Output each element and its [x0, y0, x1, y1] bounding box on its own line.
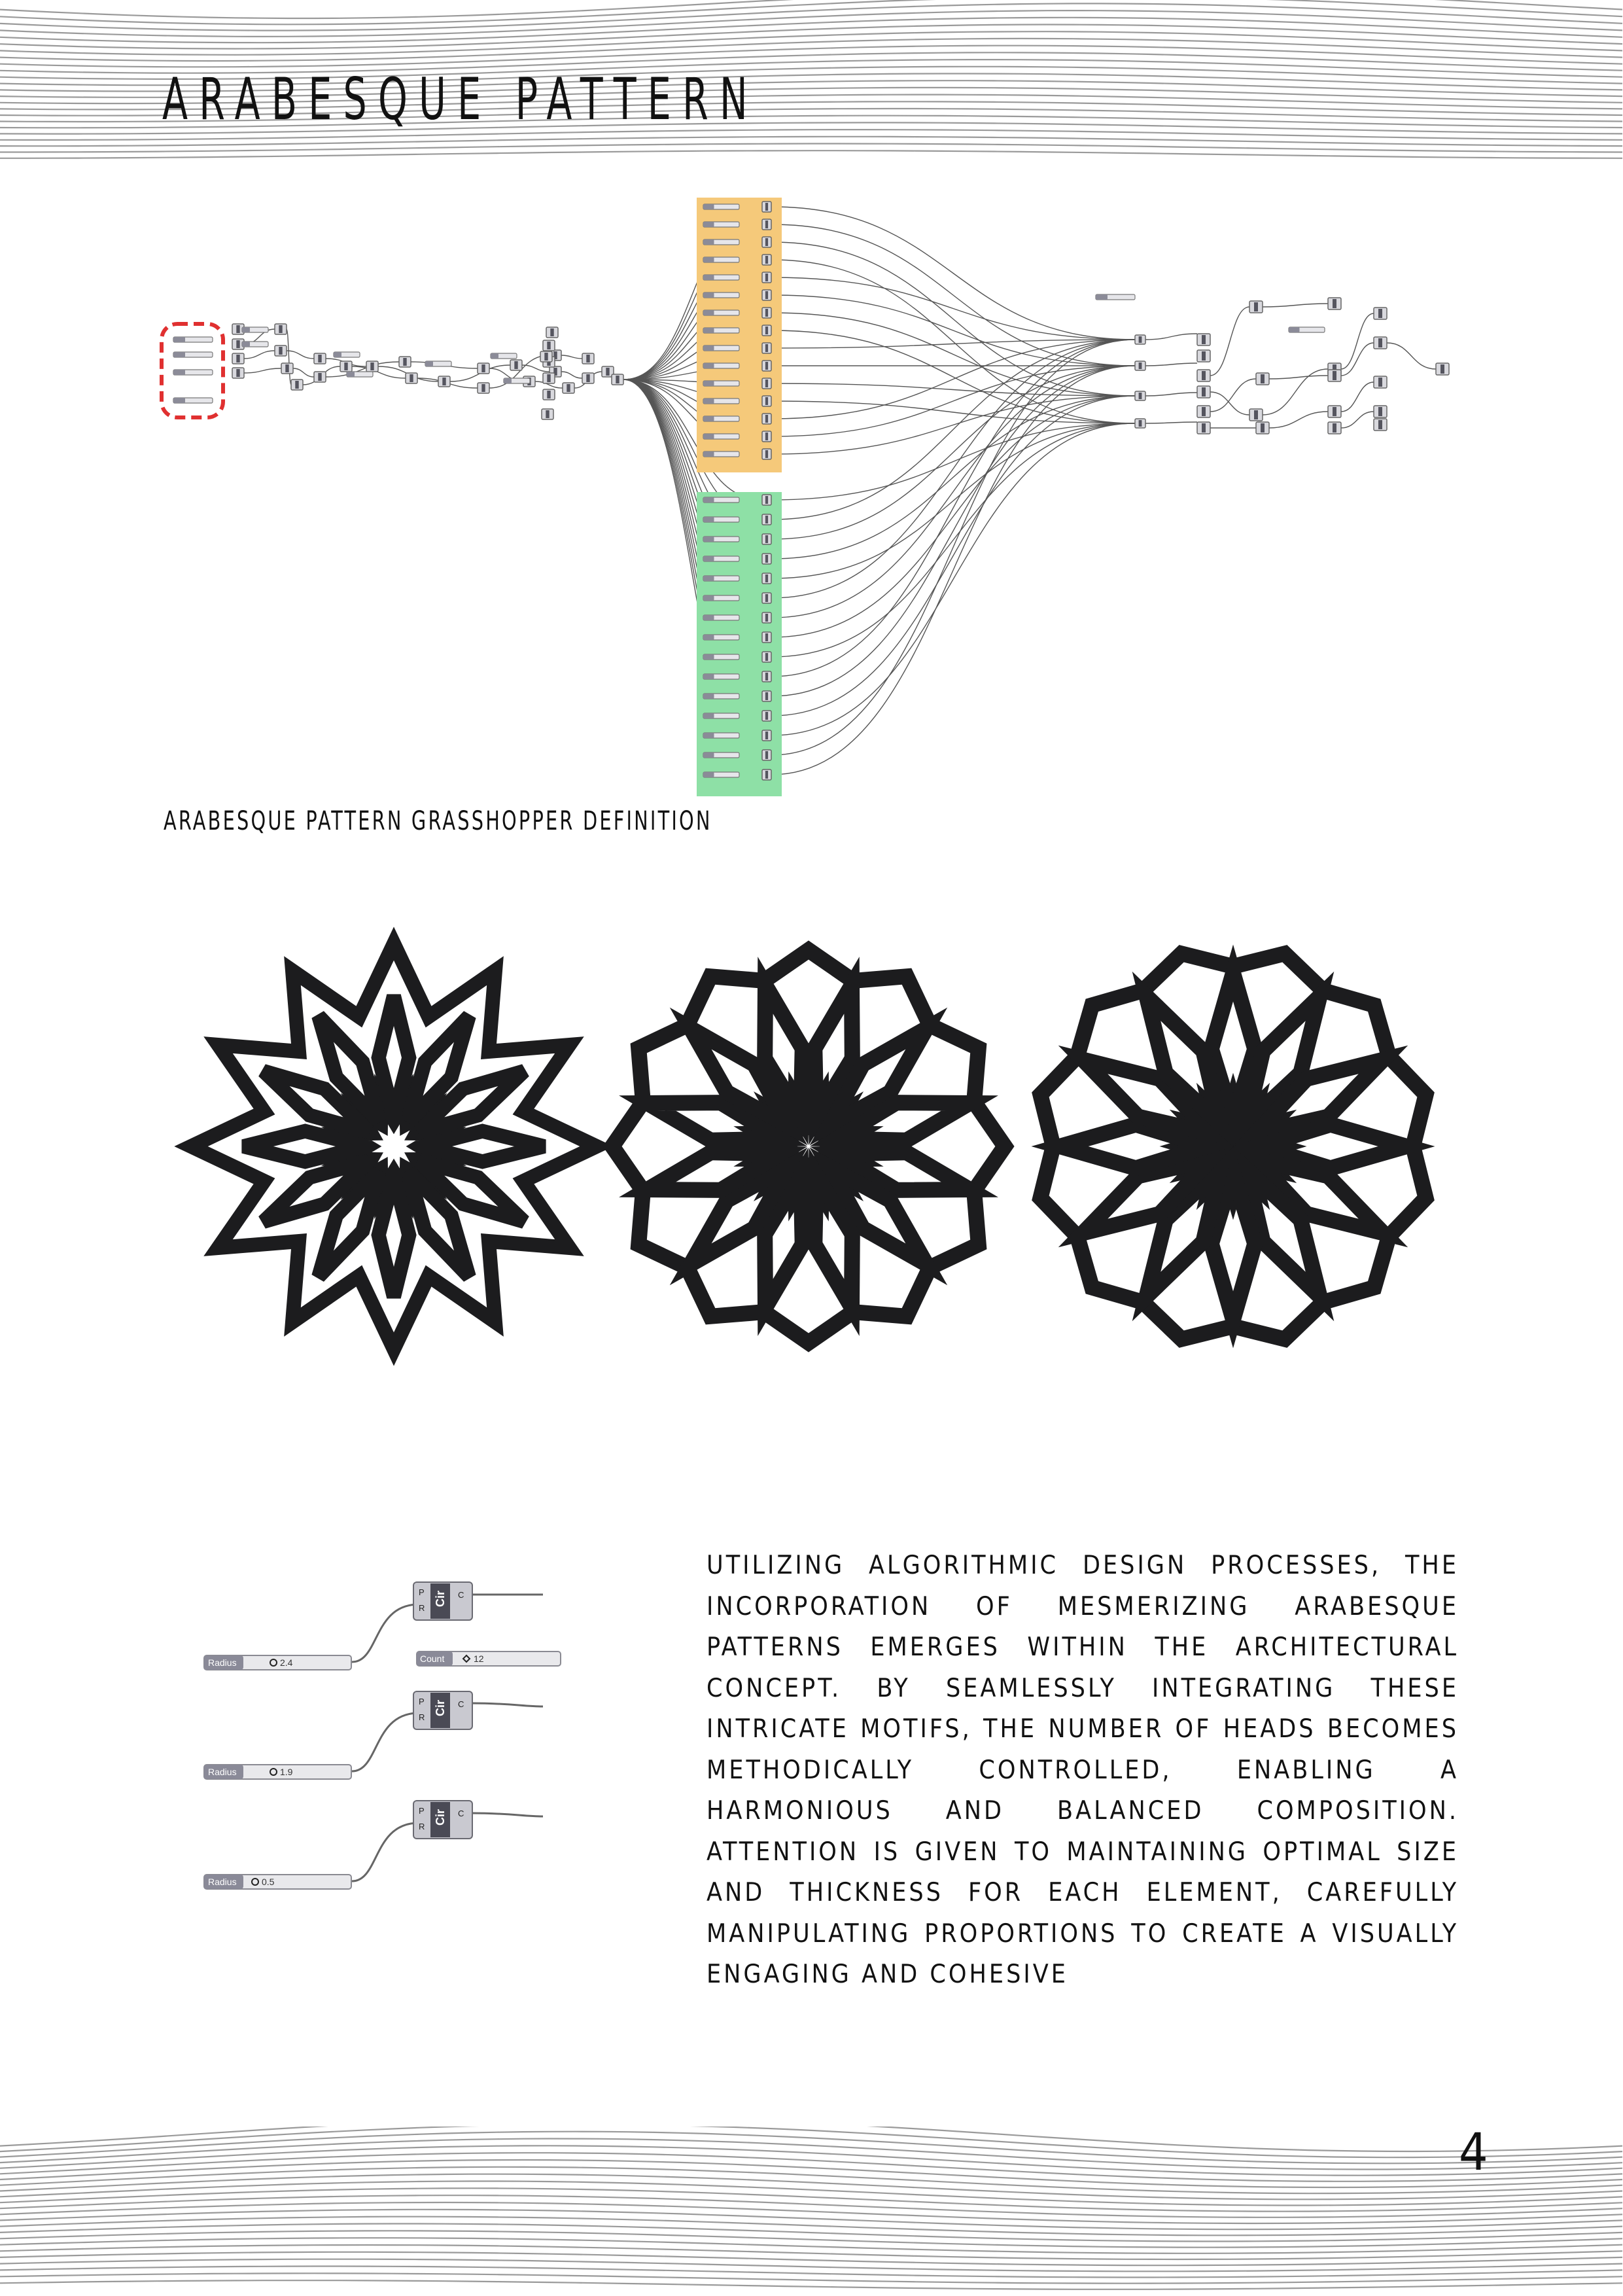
definition-wire: [1145, 363, 1197, 366]
definition-wire: [244, 351, 275, 359]
left-node-24-body: [586, 374, 589, 382]
definition-wire: [771, 396, 1135, 716]
wire-out-3: [471, 1813, 543, 1816]
right-node-10-body: [1261, 423, 1265, 433]
merge-node-7-body: [544, 353, 548, 361]
right-node-7-body: [1254, 302, 1258, 311]
input-slider-2-tab: [173, 352, 185, 357]
left-node-11-body: [344, 362, 347, 370]
radius-slider-1[interactable]: [204, 1655, 351, 1670]
green-row-9-slider-tab: [703, 654, 714, 660]
wire-out-2: [471, 1703, 543, 1706]
circle-output-c: C: [458, 1590, 464, 1600]
right-node-9-body: [1261, 374, 1265, 383]
orange-row-5-slider-tab: [703, 275, 714, 280]
definition-wire: [771, 295, 1135, 366]
count-slider[interactable]: [417, 1651, 561, 1666]
definition-wire: [293, 368, 314, 377]
orange-row-1-slider-tab: [703, 204, 714, 209]
orange-row-9-node-body: [765, 344, 768, 352]
circle-input-r: R: [419, 1603, 425, 1613]
definition-wire: [771, 260, 1135, 423]
left-slider-6-tab: [491, 353, 498, 359]
radius-slider-3[interactable]: [204, 1875, 351, 1889]
bottom-wave-line: [0, 2202, 1622, 2223]
radius-slider-2-value: 1.9: [280, 1767, 293, 1777]
grasshopper-definition-diagram: [150, 190, 1472, 805]
left-node-23-body: [586, 355, 589, 362]
definition-wire: [771, 423, 1135, 657]
right-input-node-1-body: [1139, 336, 1142, 343]
circle-input-p: P: [419, 1697, 425, 1706]
count-slider-label: Count: [420, 1653, 445, 1664]
left-slider-4-tab: [347, 372, 355, 377]
right-node-19-body: [1378, 407, 1382, 416]
green-row-3-node-body: [765, 535, 768, 543]
bottom-wave-line: [0, 2252, 1622, 2265]
radius-slider-3-value: 0.5: [262, 1877, 275, 1887]
merge-node-body: [547, 342, 550, 349]
right-node-11-body: [1333, 299, 1336, 308]
wire-radius-2: [352, 1713, 419, 1771]
top-wave-line: [0, 150, 1622, 158]
green-row-1-node-body: [765, 496, 768, 504]
right-node-4-body: [1202, 387, 1206, 397]
bottom-wave-line: [0, 2188, 1622, 2211]
green-row-4-node-body: [765, 555, 768, 563]
orange-row-5-node-body: [765, 274, 768, 281]
orange-row-14-node-body: [765, 433, 768, 440]
motif-star-sharp-petals: [243, 996, 544, 1297]
circle-output-c: C: [458, 1699, 464, 1709]
right-node-8-body: [1254, 410, 1258, 419]
orange-row-2-node-body: [765, 221, 768, 228]
definition-wire: [1210, 392, 1249, 415]
left-node-15-body: [442, 378, 445, 385]
green-row-5-slider-tab: [703, 576, 714, 581]
right-slider-2-tab: [1289, 327, 1300, 332]
orange-row-11-node-body: [765, 380, 768, 387]
circle-component-name: Cir: [434, 1699, 447, 1716]
output-hub-node-body: [616, 376, 619, 383]
left-node-18-body: [514, 361, 517, 369]
green-row-11-slider-tab: [703, 694, 714, 699]
merge-node-6-body: [546, 410, 549, 418]
motif-rosette-round: [1040, 953, 1425, 1339]
left-slider-5-tab: [425, 361, 433, 366]
radius-slider-2[interactable]: [204, 1765, 351, 1779]
green-row-15-node-body: [765, 771, 768, 779]
definition-wire: [1210, 307, 1249, 376]
green-row-5-node-body: [765, 574, 768, 582]
right-node-2-body: [1202, 351, 1206, 361]
left-node-5-body: [279, 325, 282, 333]
orange-row-13-slider-tab: [703, 416, 714, 421]
green-row-6-slider-tab: [703, 595, 714, 601]
merge-node-4-body: [547, 391, 550, 398]
right-node-15-body: [1333, 423, 1336, 433]
input-slider-1-tab: [173, 337, 185, 342]
green-row-2-node-body: [765, 516, 768, 523]
left-slider-1-tab: [242, 327, 250, 332]
left-node-16-body: [481, 364, 485, 372]
radius-slider-snippet: [196, 1557, 563, 1898]
definition-wire: [771, 423, 1135, 735]
definition-wire: [771, 366, 1135, 696]
bottom-wave-line: [0, 2259, 1622, 2272]
right-node-14-body: [1333, 407, 1336, 416]
definition-nodes: [173, 202, 1449, 780]
definition-wire: [1387, 343, 1436, 369]
circle-component-2[interactable]: [413, 1691, 472, 1729]
orange-row-10-node-body: [765, 362, 768, 370]
definition-wire: [771, 423, 1135, 500]
definition-wire: [561, 372, 582, 378]
left-node-8-body: [295, 381, 298, 389]
orange-row-12-node-body: [765, 397, 768, 405]
green-row-6-node-body: [765, 594, 768, 602]
input-slider-4-tab: [173, 398, 185, 403]
definition-wire: [771, 340, 1135, 348]
right-input-node-4-body: [1139, 420, 1142, 427]
definition-wire: [771, 207, 1135, 340]
orange-row-8-slider-tab: [703, 328, 714, 333]
definition-wire: [287, 351, 314, 359]
green-row-9-node-body: [765, 653, 768, 661]
motif-rosette-round-petals: [1060, 973, 1406, 1320]
definition-wire: [771, 396, 1135, 637]
circle-component-name: Cir: [434, 1590, 447, 1607]
green-row-10-slider-tab: [703, 674, 714, 679]
radius-slider-2-label: Radius: [208, 1767, 237, 1777]
orange-row-7-slider-tab: [703, 310, 714, 315]
page-title: ARABESQUE PATTERN: [162, 65, 759, 133]
orange-row-4-slider-tab: [703, 257, 714, 262]
right-node-1-body: [1202, 335, 1206, 344]
wire-radius-3: [352, 1823, 419, 1881]
definition-wire: [771, 340, 1135, 598]
left-node-2-body: [236, 340, 239, 348]
motif-rosette-medium-petals: [648, 985, 970, 1308]
radius-slider-1-label: Radius: [208, 1657, 237, 1668]
bottom-wave-line: [0, 2267, 1622, 2278]
definition-wire: [771, 383, 1135, 396]
left-slider-3-tab: [334, 352, 341, 357]
definition-wires: [244, 207, 1436, 775]
definition-wire: [561, 355, 582, 359]
circle-component-1[interactable]: [413, 1582, 472, 1620]
orange-row-4-node-body: [765, 256, 768, 264]
right-node-5-body: [1202, 407, 1206, 416]
orange-row-3-node-body: [765, 238, 768, 246]
green-row-14-slider-tab: [703, 752, 714, 758]
orange-row-9-slider-tab: [703, 345, 714, 351]
left-node-13-body: [403, 358, 406, 366]
orange-row-1-node-body: [765, 203, 768, 211]
definition-wire: [1269, 376, 1328, 379]
circle-component-name: Cir: [434, 1809, 447, 1826]
orange-row-11-slider-tab: [703, 381, 714, 386]
left-slider-7-tab: [504, 378, 512, 383]
definition-wire: [1341, 412, 1374, 428]
green-row-3-slider-tab: [703, 537, 714, 542]
motif-star-sharp: [191, 944, 597, 1349]
motif-rosette-medium: [612, 950, 1005, 1343]
green-row-4-slider-tab: [703, 556, 714, 561]
left-node-17-body: [481, 384, 485, 392]
orange-row-6-slider-tab: [703, 292, 714, 298]
definition-wire: [771, 224, 1135, 366]
definition-wire: [771, 366, 1135, 775]
motif-star-sharp-petal-7: [379, 1176, 410, 1297]
definition-wire: [244, 368, 281, 373]
green-row-11-node-body: [765, 692, 768, 700]
merge-node-3-body: [547, 374, 550, 382]
right-input-node-3-body: [1139, 393, 1142, 399]
count-slider-value: 12: [474, 1653, 484, 1664]
left-node-12-body: [370, 362, 374, 370]
orange-row-10-slider-tab: [703, 363, 714, 368]
left-node-3-body: [236, 355, 239, 362]
wire-radius-1: [352, 1604, 419, 1662]
radius-slider-1-value: 2.4: [280, 1657, 293, 1668]
left-node-1-body: [236, 325, 239, 333]
right-node-21-body: [1440, 364, 1444, 374]
right-node-3-body: [1202, 371, 1206, 380]
green-row-2-slider-tab: [703, 517, 714, 522]
orange-row-12-slider-tab: [703, 398, 714, 404]
circle-input-p: P: [419, 1587, 425, 1597]
orange-row-15-node-body: [765, 450, 768, 458]
left-node-25-body: [606, 368, 609, 376]
bottom-wave-decoration: [0, 2127, 1623, 2296]
definition-wire: [1145, 334, 1197, 340]
left-node-9-body: [318, 355, 321, 362]
right-node-6-body: [1202, 423, 1206, 433]
input-slider-3-tab: [173, 370, 185, 375]
left-node-10-body: [318, 373, 321, 381]
green-row-12-node-body: [765, 712, 768, 720]
orange-row-15-slider-tab: [703, 451, 714, 457]
page-number: 4: [1459, 2123, 1488, 2182]
left-node-6-body: [279, 347, 282, 355]
orange-row-13-node-body: [765, 415, 768, 423]
green-row-10-node-body: [765, 673, 768, 680]
top-wave-line: [0, 0, 1622, 24]
definition-wire: [1263, 304, 1328, 307]
right-input-node-2-body: [1139, 362, 1142, 369]
circle-component-3[interactable]: [413, 1801, 472, 1839]
left-node-7-body: [285, 364, 288, 372]
right-node-17-body: [1378, 338, 1382, 347]
definition-wire: [1145, 393, 1197, 396]
description-paragraph: UTILIZING ALGORITHMIC DESIGN PROCESSES, THE INCORPORATION OF MESMERIZING ARABESQUE PATTERNS EMERGES WITHIN THE ARCHITECTURAL CONCEPT. BY SEAMLESSLY INTEGRATING THESE INTRICATE MOTIFS, THE NUMBER OF HEADS BECOMES METHODICALLY CONTROLLED, ENABLING A HARMONIOUS AND BALANCED COMPOSITION. ATTENTION IS GIVEN TO MAINTAINING OPTIMAL SIZE AND THICKNESS FOR EACH ELEMENT, CAREFULLY MANIPULATING PROPORTIONS TO CREATE A VISUALLY ENGAGING AND COHESIVE: [707, 1551, 1459, 1989]
green-row-8-node-body: [765, 633, 768, 641]
motif-star-sharp-petal-10: [243, 1131, 364, 1162]
radius-slider-3-label: Radius: [208, 1877, 237, 1887]
orange-row-7-node-body: [765, 309, 768, 317]
left-node-22-body: [567, 384, 570, 392]
right-node-18-body: [1378, 378, 1382, 387]
green-row-8-slider-tab: [703, 635, 714, 640]
motif-star-sharp-petal-1: [379, 996, 410, 1117]
right-node-16-body: [1378, 309, 1382, 318]
green-row-12-slider-tab: [703, 713, 714, 718]
green-row-13-node-body: [765, 732, 768, 739]
right-node-13-body: [1333, 371, 1336, 380]
green-row-15-slider-tab: [703, 772, 714, 777]
definition-wire: [1341, 382, 1374, 412]
definition-wire: [1341, 313, 1374, 369]
circle-input-r: R: [419, 1712, 425, 1722]
green-row-7-node-body: [765, 614, 768, 622]
definition-wire: [1269, 412, 1328, 428]
left-node-14-body: [410, 374, 413, 382]
left-slider-2-tab: [242, 342, 250, 347]
green-row-13-slider-tab: [703, 733, 714, 738]
definition-wire: [771, 340, 1135, 520]
circle-input-r: R: [419, 1822, 425, 1831]
green-row-1-slider-tab: [703, 497, 714, 503]
green-row-7-slider-tab: [703, 615, 714, 620]
definition-wire: [1341, 343, 1374, 376]
orange-row-14-slider-tab: [703, 434, 714, 439]
merge-node-5-body: [550, 328, 553, 336]
left-node-4-body: [236, 369, 239, 377]
right-slider-1-tab: [1096, 294, 1108, 300]
top-wave-line: [0, 0, 1622, 18]
circle-input-p: P: [419, 1806, 425, 1816]
definition-caption: ARABESQUE PATTERN GRASSHOPPER DEFINITION: [164, 806, 712, 836]
definition-wire: [1145, 422, 1197, 423]
orange-row-6-node-body: [765, 291, 768, 299]
orange-row-3-slider-tab: [703, 239, 714, 245]
orange-row-2-slider-tab: [703, 222, 714, 227]
definition-wire: [287, 329, 291, 385]
circle-output-c: C: [458, 1809, 464, 1818]
right-node-20-body: [1378, 420, 1382, 429]
bottom-wave-line: [0, 2210, 1622, 2229]
arabesque-motifs: [170, 916, 1465, 1374]
orange-row-8-node-body: [765, 327, 768, 334]
green-row-14-node-body: [765, 751, 768, 759]
motif-star-sharp-petal-4: [423, 1131, 544, 1162]
